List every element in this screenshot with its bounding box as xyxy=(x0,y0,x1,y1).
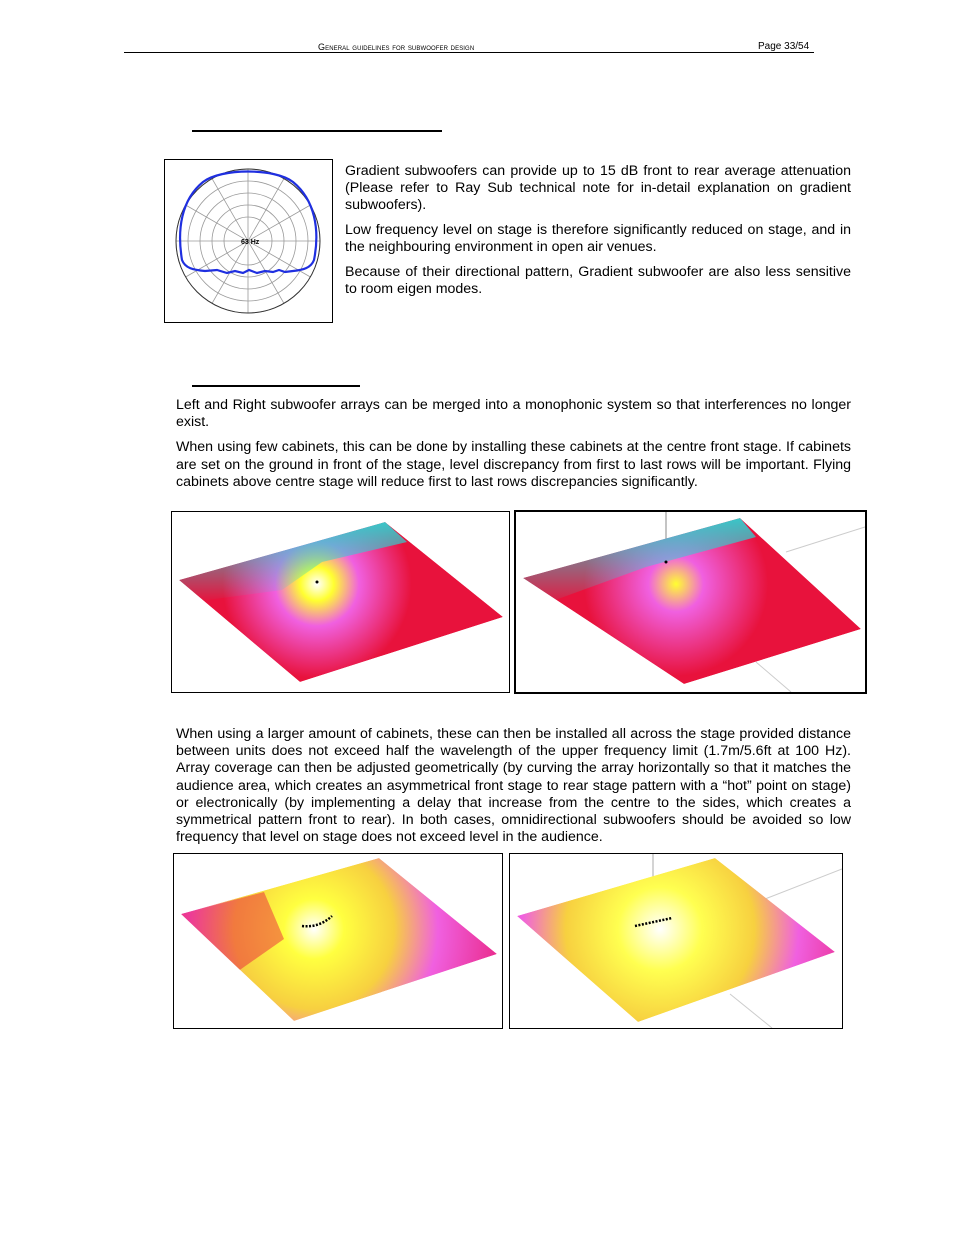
subwoofer-marker xyxy=(316,581,319,584)
header-rule xyxy=(124,52,814,53)
polar-frequency-label: 63 Hz xyxy=(241,239,260,246)
section-heading-underline xyxy=(192,130,442,132)
large-array-text-block xyxy=(176,726,851,846)
spl-map-delayed-array xyxy=(509,853,843,1029)
paragraph: Low frequency level on stage is therefore significantly reduced on stage, and in the neighbouring environment in open air venues. xyxy=(345,221,851,255)
paragraph: When using few cabinets, this can be done by installing these cabinets at the centre front stage. If cabinets are set on the ground in front of the stage, level discrepancy from first to last rows will be important. Flying cabinets above centre stage will reduce first to last rows discrepancies significantly. xyxy=(176,439,851,490)
spl-map-flown xyxy=(514,510,867,694)
spl-map-curved-array xyxy=(173,853,503,1029)
section-heading-underline xyxy=(192,385,360,387)
polar-plot-figure xyxy=(164,159,333,323)
paragraph: When using a larger amount of cabinets, these can then be installed all across the stage provided distance between units does not exceed half the wavelength of the upper frequency limit (1.7m/5.6ft at 100 Hz). Array coverage can then be adjusted geometrically (by curving the array horizontally so that it matches the audience area, which creates an asymmetrical front stage to rear stage pattern with a “hot” point on stage) or electronically (by implementing a delay that increase from the centre to the sides, which creates a symmetrical pattern front to rear). In both cases, omnidirectional subwoofers should be avoided so low frequency that level on stage does not exceed level in the audience. xyxy=(176,726,851,846)
mono-text-block xyxy=(176,397,851,491)
paragraph: Because of their directional pattern, Gradient subwoofer are also less sensitive to room eigen modes. xyxy=(345,264,851,298)
page-number: Page 33/54 xyxy=(758,41,810,52)
paragraph: Gradient subwoofers can provide up to 15 dB front to rear average attenuation (Please refer to Ray Sub technical note for in-detail explanation on gradient subwoofers). xyxy=(345,163,851,214)
paragraph: Left and Right subwoofer arrays can be merged into a monophonic system so that interferences no longer exist. xyxy=(176,397,851,431)
gradient-text-block xyxy=(345,163,851,298)
subwoofer-marker xyxy=(665,561,668,564)
running-header-title: General guidelines for subwoofer design xyxy=(318,42,475,52)
spl-map-ground-stacked xyxy=(171,511,510,693)
